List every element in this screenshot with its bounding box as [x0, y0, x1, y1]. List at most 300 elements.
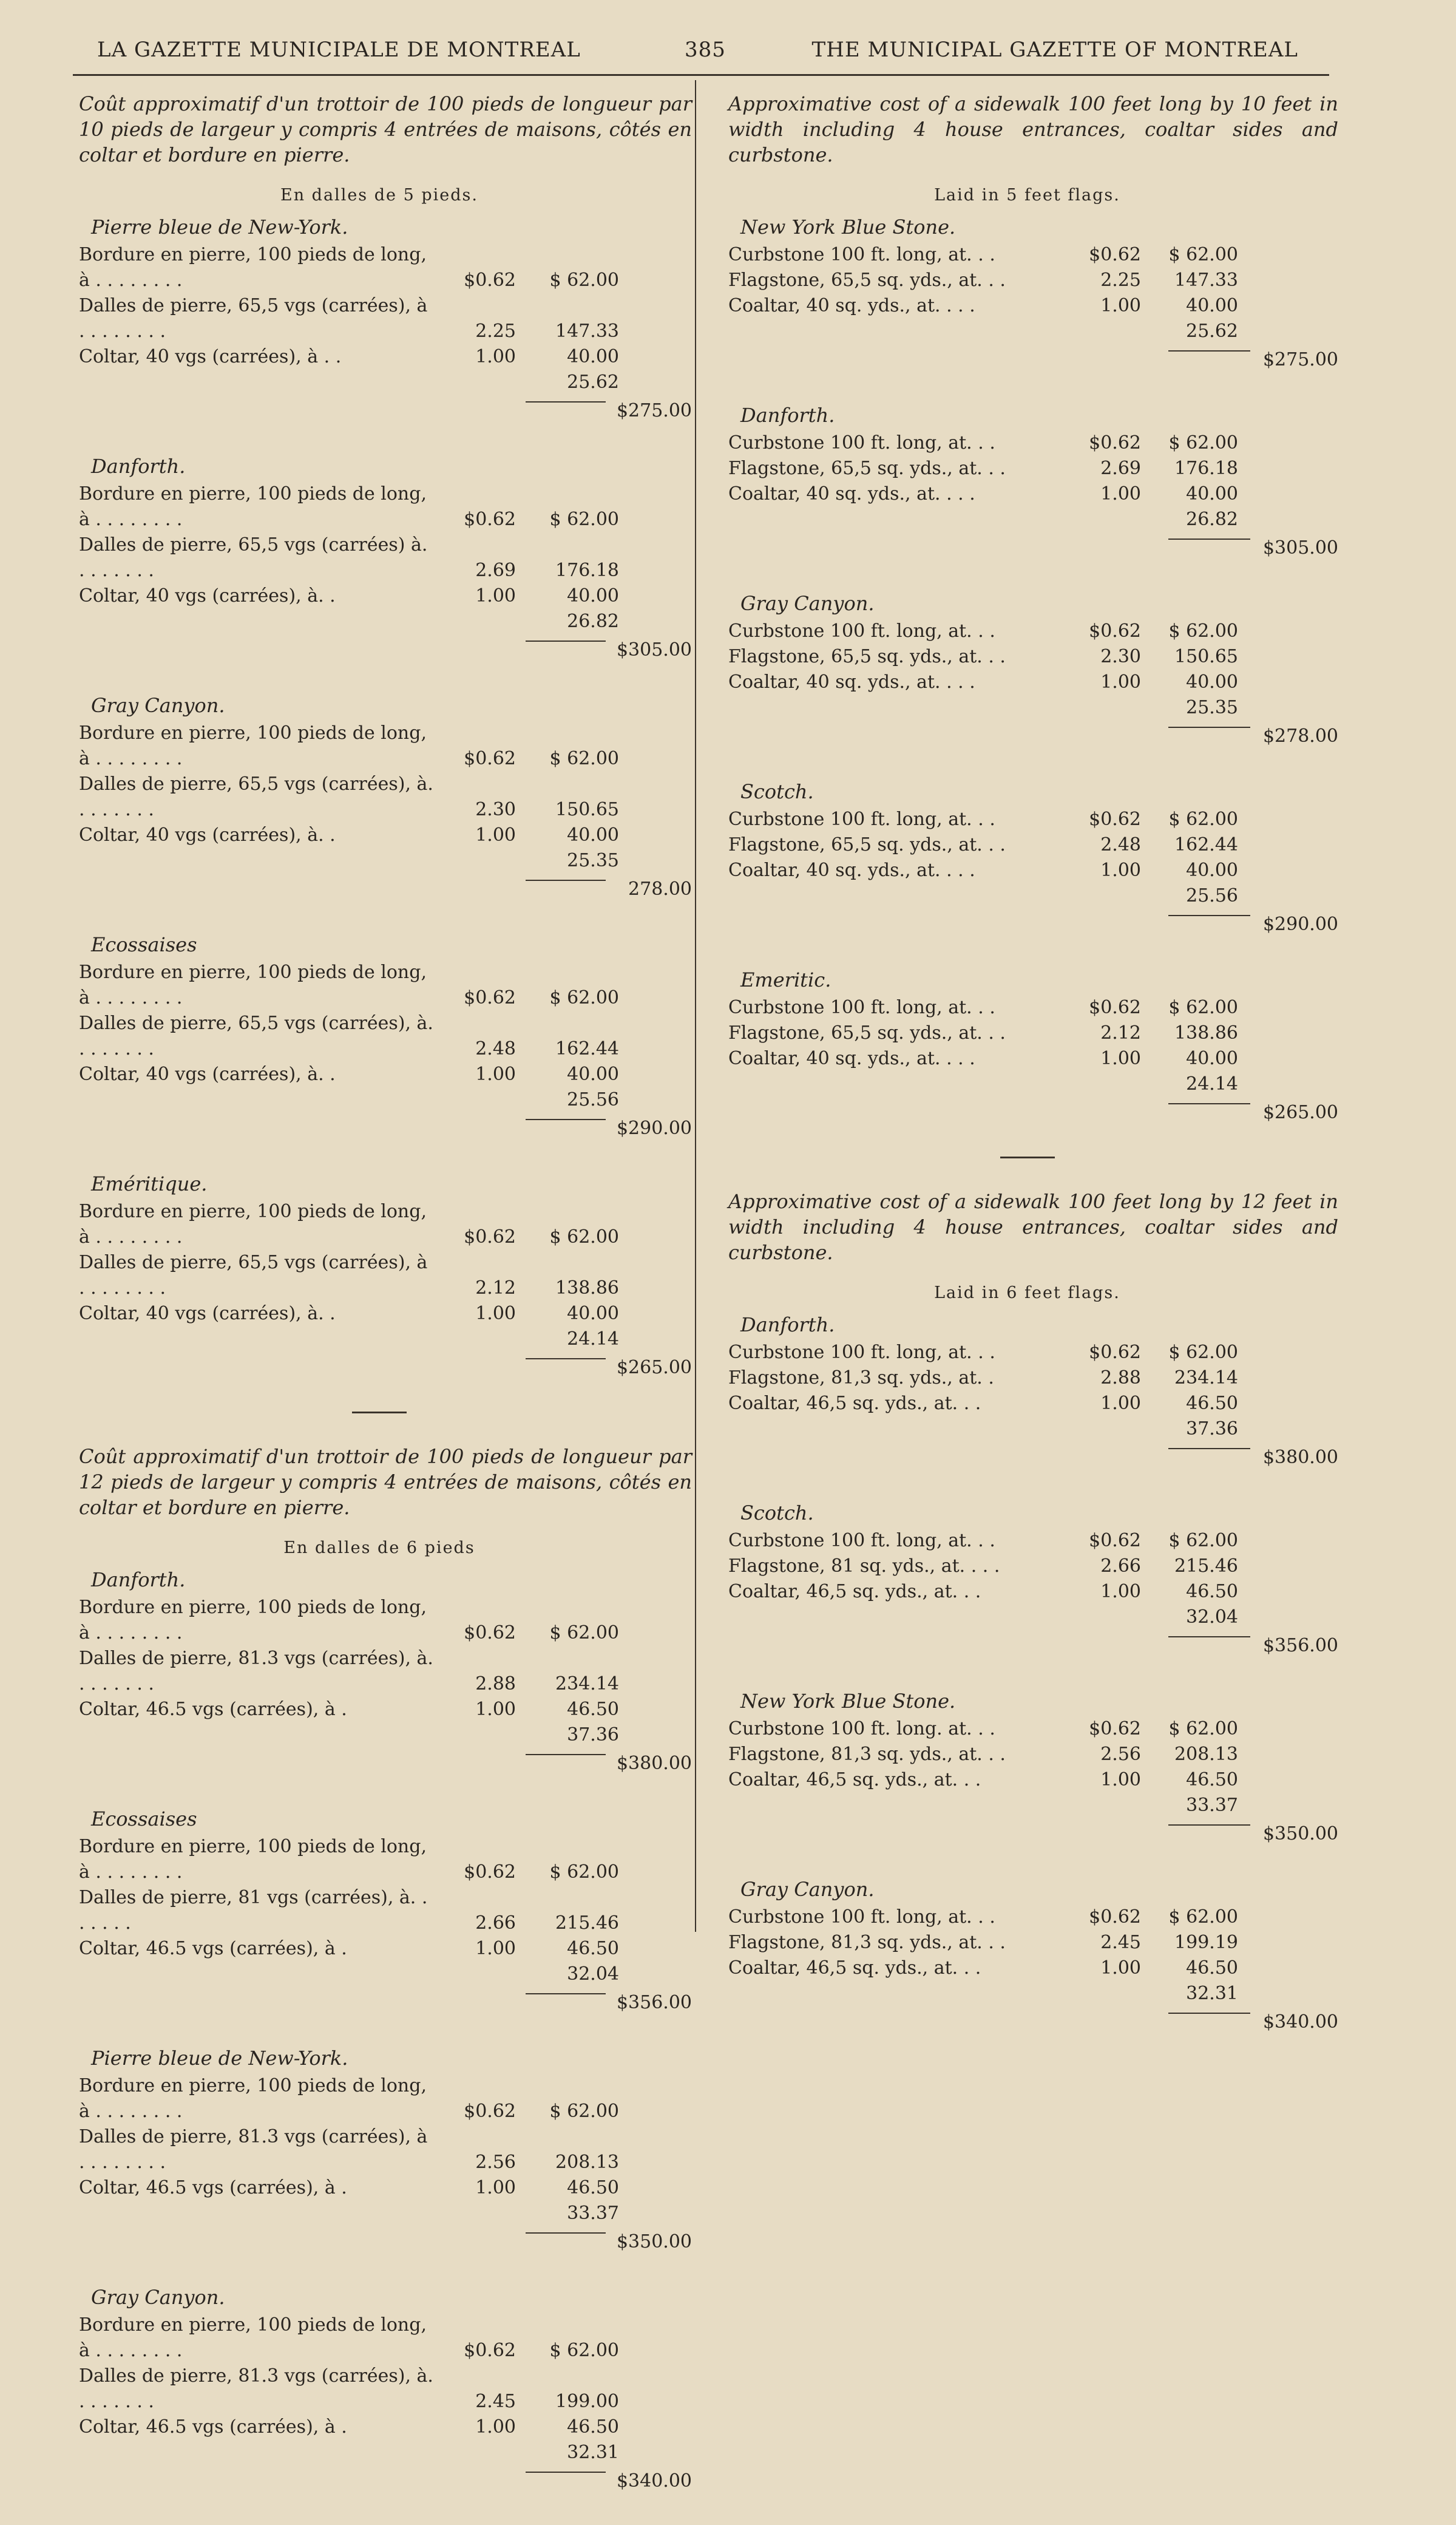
item-amount: 162.44	[555, 1038, 619, 1059]
item-amount: 46.50	[567, 2177, 619, 2198]
cost-row	[67, 1011, 692, 1062]
unit-rate: 1.00	[1100, 860, 1141, 881]
stone-section	[67, 1172, 692, 1380]
item-amount: 37.36	[1186, 1418, 1238, 1439]
item-amount: 138.86	[555, 1277, 619, 1299]
item-description: Coaltar, 40 sq. yds., at. . . .	[728, 1048, 975, 1069]
total-spacer	[716, 1101, 1168, 1125]
item-description: Bordure en pierre, 100 pieds de long, à . . . . . . . .	[79, 1597, 427, 1643]
item-description: Coaltar, 40 sq. yds., at. . . .	[728, 295, 975, 316]
stone-name: Emeritic.	[740, 968, 831, 991]
item-amount: $ 62.00	[1168, 1530, 1238, 1551]
unit-rate: 2.30	[1100, 646, 1141, 667]
item-description: Curbstone 100 ft. long, at. . .	[728, 620, 995, 642]
item-amount: 40.00	[567, 346, 619, 367]
unit-rate: 2.45	[1100, 1932, 1141, 1953]
item-description: Bordure en pierre, 100 pieds de long, à . . . . . . . .	[79, 244, 427, 291]
cost-row	[716, 1416, 1338, 1442]
cost-row	[67, 1722, 692, 1748]
item-amount: 46.50	[1186, 1393, 1238, 1414]
item-description: Flagstone, 81,3 sq. yds., at. .	[728, 1367, 994, 1388]
item-amount: $ 62.00	[549, 2340, 619, 2361]
unit-rate: 2.56	[475, 2152, 516, 2173]
item-amount: 162.44	[1174, 834, 1238, 855]
cost-row	[67, 960, 692, 1011]
item-amount: 32.31	[567, 2442, 619, 2463]
sum-rule	[1168, 1448, 1250, 1470]
item-description: Curbstone 100 ft. long, at. . .	[728, 809, 995, 830]
item-amount: 234.14	[1174, 1367, 1238, 1388]
item-description: Flagstone, 81 sq. yds., at. . . .	[728, 1555, 1000, 1577]
item-description: Flagstone, 81,3 sq. yds., at. . .	[728, 1744, 1006, 1765]
unit-rate: $0.62	[464, 748, 516, 769]
table-subhead: En dalles de 6 pieds	[283, 1538, 475, 1557]
stone-section	[67, 1568, 692, 1776]
item-description: Flagstone, 65,5 sq. yds., at. . .	[728, 270, 1006, 291]
stone-section	[67, 1807, 692, 2015]
item-amount: 40.00	[1186, 1048, 1238, 1069]
unit-rate: 1.00	[1100, 1769, 1141, 1790]
item-description: Curbstone 100 ft. long, at. . .	[728, 1906, 995, 1928]
item-description: Dalles de pierre, 81 vgs (carrées), à. . . . . . .	[79, 1887, 428, 1934]
cost-row	[716, 1391, 1338, 1416]
cost-row	[716, 807, 1338, 832]
stone-section	[67, 216, 692, 423]
item-description: Bordure en pierre, 100 pieds de long, à . . . . . . . .	[79, 1836, 427, 1883]
unit-rate: 2.12	[475, 1277, 516, 1299]
item-amount: 24.14	[567, 1328, 619, 1350]
cost-row	[716, 1605, 1338, 1630]
item-amount: 25.62	[1186, 321, 1238, 342]
total-spacer	[67, 1991, 526, 2015]
section-total: $290.00	[616, 1118, 692, 1139]
item-amount: $ 62.00	[549, 270, 619, 291]
table-subhead: En dalles de 5 pieds.	[280, 186, 478, 205]
item-amount: 147.33	[1174, 270, 1238, 291]
section-total: $305.00	[1262, 537, 1338, 559]
stone-name: Gray Canyon.	[740, 592, 875, 615]
stone-name: Gray Canyon.	[91, 694, 225, 717]
unit-rate: 2.25	[1100, 270, 1141, 291]
item-amount: 46.50	[1186, 1957, 1238, 1979]
stone-name: Danforth.	[91, 1568, 186, 1591]
item-amount: 40.00	[1186, 483, 1238, 505]
unit-rate: 1.00	[475, 1699, 516, 1720]
item-amount: 176.18	[1174, 458, 1238, 479]
item-amount: 40.00	[1186, 860, 1238, 881]
unit-rate: 1.00	[1100, 1581, 1141, 1602]
sum-rule	[1168, 915, 1250, 937]
table-subhead: Laid in 6 feet flags.	[934, 1283, 1120, 1302]
cost-row	[67, 1301, 692, 1327]
unit-rate: $0.62	[464, 2101, 516, 2122]
stone-section	[716, 1313, 1338, 1470]
item-description: Dalles de pierre, 65,5 vgs (carrées), à . . . . . . . .	[79, 1252, 428, 1299]
stone-name: Eméritique.	[91, 1172, 208, 1195]
unit-rate: 1.00	[475, 824, 516, 846]
item-amount: 46.50	[1186, 1581, 1238, 1602]
stone-name: Danforth.	[740, 404, 835, 427]
item-amount: 26.82	[567, 611, 619, 632]
section-total: $290.00	[1262, 914, 1338, 935]
unit-rate: 2.66	[475, 1912, 516, 1934]
cost-row	[67, 2175, 692, 2201]
table-subhead: Laid in 5 feet flags.	[934, 186, 1120, 205]
cost-row	[67, 370, 692, 395]
sum-rule	[1168, 1824, 1250, 1846]
total-row	[716, 1101, 1338, 1125]
stone-section	[716, 780, 1338, 937]
cost-row	[67, 2415, 692, 2440]
item-amount: 24.14	[1186, 1073, 1238, 1095]
cost-row	[716, 1554, 1338, 1579]
item-amount: 46.50	[567, 1699, 619, 1720]
total-row	[716, 724, 1338, 749]
cost-row	[716, 858, 1338, 883]
item-amount: $ 62.00	[549, 987, 619, 1008]
item-amount: 40.00	[1186, 671, 1238, 693]
sum-rule	[1168, 350, 1250, 372]
item-description: Coaltar, 46,5 sq. yds., at. . .	[728, 1769, 981, 1790]
total-row	[67, 399, 692, 423]
total-spacer	[67, 2230, 526, 2254]
total-row	[716, 1822, 1338, 1846]
header-rule	[73, 74, 1329, 76]
total-spacer	[67, 638, 526, 662]
item-amount: 40.00	[567, 1064, 619, 1085]
unit-rate: 2.69	[475, 560, 516, 581]
unit-rate: $0.62	[464, 270, 516, 291]
cost-table	[716, 1189, 1338, 2034]
item-amount: 147.33	[555, 321, 619, 342]
sum-rule	[526, 2232, 606, 2254]
section-total: $265.00	[1262, 1102, 1338, 1123]
cost-row	[67, 1199, 692, 1250]
total-spacer	[67, 399, 526, 423]
item-description: Coaltar, 46,5 sq. yds., at. . .	[728, 1393, 981, 1414]
cost-row	[67, 293, 692, 344]
item-description: Dalles de pierre, 81.3 vgs (carrées), à. . . . . . . .	[79, 1648, 433, 1694]
table-intro: Coût approximatif d'un trottoir de 100 pieds de longueur par 12 pieds de largeur y compris 4 entrées de maisons, côtés en coltar et bordure en pierre.	[79, 1445, 692, 1519]
unit-rate: $0.62	[1089, 997, 1141, 1018]
item-amount: 46.50	[567, 2416, 619, 2438]
unit-rate: $0.62	[1089, 244, 1141, 265]
sum-rule	[1168, 2013, 1250, 2034]
unit-rate: 2.25	[475, 321, 516, 342]
unit-rate: 1.00	[1100, 295, 1141, 316]
item-description: Coltar, 46.5 vgs (carrées), à .	[79, 2416, 347, 2438]
item-amount: 150.65	[1174, 646, 1238, 667]
item-amount: $ 62.00	[1168, 1342, 1238, 1363]
sum-rule	[526, 1119, 606, 1141]
cost-row	[67, 772, 692, 823]
section-total: $380.00	[616, 1753, 692, 1774]
item-description: Coltar, 40 vgs (carrées), à. .	[79, 824, 336, 846]
table-intro: Coût approximatif d'un trottoir de 100 pieds de longueur par 10 pieds de largeur y compris 4 entrées de maisons, côtés en coltar et bordure en pierre.	[79, 92, 692, 166]
total-row	[716, 912, 1338, 937]
stone-section	[67, 455, 692, 662]
total-spacer	[716, 1634, 1168, 1658]
total-row	[67, 2230, 692, 2254]
unit-rate: 2.88	[475, 1673, 516, 1694]
section-total: $305.00	[616, 639, 692, 661]
item-description: Bordure en pierre, 100 pieds de long, à . . . . . . . .	[79, 722, 427, 769]
cost-table	[67, 1444, 692, 2493]
item-description: Dalles de pierre, 65,5 vgs (carrées), à . . . . . . . .	[79, 295, 428, 342]
sum-rule	[1168, 539, 1250, 560]
item-description: Coltar, 46.5 vgs (carrées), à .	[79, 1938, 347, 1959]
cost-row	[716, 1930, 1338, 1956]
stone-name: Pierre bleue de New-York.	[91, 2047, 348, 2070]
cost-row	[67, 2313, 692, 2364]
cost-row	[716, 670, 1338, 695]
cost-row	[716, 242, 1338, 268]
cost-row	[67, 1250, 692, 1301]
cost-row	[716, 1767, 1338, 1793]
total-row	[716, 348, 1338, 372]
stone-section	[67, 2286, 692, 2493]
item-amount: 176.18	[555, 560, 619, 581]
french-column	[67, 91, 692, 2525]
stone-section	[716, 592, 1338, 749]
total-spacer	[716, 348, 1168, 372]
section-total: $350.00	[616, 2231, 692, 2252]
sum-rule	[526, 880, 606, 902]
item-amount: 199.00	[555, 2391, 619, 2412]
cost-row	[67, 2364, 692, 2415]
item-description: Bordure en pierre, 100 pieds de long, à . . . . . . . .	[79, 2075, 427, 2122]
cost-row	[716, 1716, 1338, 1742]
cost-row	[716, 1905, 1338, 1930]
stone-section	[716, 1690, 1338, 1846]
item-amount: 215.46	[555, 1912, 619, 1934]
unit-rate: $0.62	[1089, 809, 1141, 830]
sum-rule	[1168, 727, 1250, 749]
stone-name: Scotch.	[740, 1501, 814, 1524]
item-description: Flagstone, 65,5 sq. yds., at. . .	[728, 646, 1006, 667]
stone-section	[716, 404, 1338, 560]
cost-row	[716, 995, 1338, 1021]
stone-name: New York Blue Stone.	[740, 216, 956, 239]
cost-row	[716, 481, 1338, 507]
item-amount: 40.00	[567, 1303, 619, 1324]
stone-name: Gray Canyon.	[740, 1878, 875, 1901]
section-total: $380.00	[1262, 1447, 1338, 1468]
item-amount: 208.13	[1174, 1744, 1238, 1765]
item-amount: 199.19	[1174, 1932, 1238, 1953]
table-separator-rule	[352, 1412, 407, 1413]
item-description: Bordure en pierre, 100 pieds de long, à . . . . . . . .	[79, 1201, 427, 1248]
item-description: Coltar, 46.5 vgs (carrées), à .	[79, 2177, 347, 2198]
item-amount: 25.35	[1186, 697, 1238, 718]
unit-rate: 2.66	[1100, 1555, 1141, 1577]
item-description: Flagstone, 65,5 sq. yds., at. . .	[728, 458, 1006, 479]
unit-rate: 1.00	[1100, 1393, 1141, 1414]
item-amount: 40.00	[567, 824, 619, 846]
item-amount: $ 62.00	[1168, 244, 1238, 265]
item-amount: 37.36	[567, 1724, 619, 1745]
item-amount: 215.46	[1174, 1555, 1238, 1577]
cost-row	[716, 507, 1338, 532]
cost-row	[67, 344, 692, 370]
page-number: 385	[685, 38, 726, 62]
unit-rate: $0.62	[1089, 620, 1141, 642]
unit-rate: 2.12	[1100, 1022, 1141, 1044]
cost-row	[67, 2073, 692, 2124]
cost-table	[716, 91, 1338, 1125]
item-description: Flagstone, 65,5 sq. yds., at. . .	[728, 1022, 1006, 1044]
item-amount: $ 62.00	[1168, 997, 1238, 1018]
cost-row	[716, 1956, 1338, 1981]
stone-section	[67, 2047, 692, 2254]
item-description: Flagstone, 81,3 sq. yds., at. . .	[728, 1932, 1006, 1953]
table-separator-rule	[1000, 1157, 1055, 1158]
item-description: Coaltar, 40 sq. yds., at. . . .	[728, 483, 975, 505]
cost-row	[67, 1936, 692, 1962]
item-description: Curbstone 100 ft. long, at. . .	[728, 244, 995, 265]
cost-row	[67, 481, 692, 532]
header-right-title: THE MUNICIPAL GAZETTE OF MONTREAL	[811, 38, 1298, 62]
item-amount: $ 62.00	[1168, 809, 1238, 830]
stone-section	[716, 1878, 1338, 2034]
cost-row	[67, 532, 692, 583]
section-total: $340.00	[616, 2470, 692, 2492]
page-header	[91, 38, 1298, 68]
unit-rate: $0.62	[1089, 1906, 1141, 1928]
stone-section	[67, 933, 692, 1141]
total-row	[716, 1634, 1338, 1658]
sum-rule	[526, 1358, 606, 1380]
item-description: Coltar, 40 vgs (carrées), à. .	[79, 1303, 336, 1324]
item-amount: 25.56	[567, 1089, 619, 1110]
item-description: Curbstone 100 ft. long, at. . .	[728, 1530, 995, 1551]
item-amount: 25.35	[567, 850, 619, 871]
unit-rate: 1.00	[475, 585, 516, 607]
cost-row	[67, 1834, 692, 1885]
item-amount: 32.04	[1186, 1606, 1238, 1628]
stone-name: Pierre bleue de New-York.	[91, 216, 348, 239]
item-amount: 32.31	[1186, 1983, 1238, 2004]
unit-rate: 2.48	[475, 1038, 516, 1059]
total-row	[67, 1752, 692, 1776]
sum-rule	[526, 1754, 606, 1776]
total-row	[67, 638, 692, 662]
total-spacer	[67, 1752, 526, 1776]
item-amount: $ 62.00	[549, 1861, 619, 1883]
cost-row	[67, 823, 692, 848]
item-description: Coaltar, 46,5 sq. yds., at. . .	[728, 1581, 981, 1602]
item-description: Coltar, 46.5 vgs (carrées), à .	[79, 1699, 347, 1720]
item-amount: 33.37	[567, 2203, 619, 2224]
item-amount: 32.04	[567, 1963, 619, 1985]
stone-name: New York Blue Stone.	[740, 1690, 956, 1713]
unit-rate: $0.62	[1089, 432, 1141, 454]
unit-rate: 1.00	[475, 2416, 516, 2438]
item-description: Bordure en pierre, 100 pieds de long, à . . . . . . . .	[79, 962, 427, 1008]
section-total: $275.00	[1262, 349, 1338, 370]
sum-rule	[526, 641, 606, 662]
item-description: Curbstone 100 ft. long, at. . .	[728, 432, 995, 454]
total-spacer	[67, 877, 526, 902]
item-amount: 40.00	[1186, 295, 1238, 316]
item-description: Dalles de pierre, 65,5 vgs (carrées), à. . . . . . . .	[79, 773, 433, 820]
header-left-title: LA GAZETTE MUNICIPALE DE MONTREAL	[97, 38, 581, 62]
unit-rate: 1.00	[475, 1303, 516, 1324]
item-description: Flagstone, 65,5 sq. yds., at. . .	[728, 834, 1006, 855]
total-spacer	[716, 2010, 1168, 2034]
unit-rate: $0.62	[464, 509, 516, 530]
cost-row	[716, 430, 1338, 456]
column-divider	[695, 80, 696, 1932]
total-row	[716, 2010, 1338, 2034]
cost-row	[716, 319, 1338, 344]
unit-rate: 1.00	[475, 1938, 516, 1959]
sum-rule	[526, 2472, 606, 2493]
cost-row	[67, 1327, 692, 1352]
total-row	[716, 1446, 1338, 1470]
item-amount: 40.00	[567, 585, 619, 607]
cost-row	[67, 1962, 692, 1987]
unit-rate: 2.45	[475, 2391, 516, 2412]
item-description: Bordure en pierre, 100 pieds de long, à . . . . . . . .	[79, 483, 427, 530]
total-spacer	[716, 1446, 1168, 1470]
cost-row	[716, 293, 1338, 319]
item-amount: 26.82	[1186, 509, 1238, 530]
unit-rate: 1.00	[475, 2177, 516, 2198]
total-spacer	[67, 1116, 526, 1141]
total-spacer	[716, 912, 1168, 937]
total-row	[67, 877, 692, 902]
cost-row	[716, 644, 1338, 670]
table-intro: Approximative cost of a sidewalk 100 feet long by 12 feet in width including 4 house entrances, coaltar sides and curbstone.	[728, 1190, 1338, 1264]
unit-rate: $0.62	[1089, 1342, 1141, 1363]
unit-rate: $0.62	[464, 1622, 516, 1643]
item-amount: $ 62.00	[549, 509, 619, 530]
unit-rate: 2.48	[1100, 834, 1141, 855]
unit-rate: $0.62	[1089, 1530, 1141, 1551]
cost-row	[67, 2201, 692, 2226]
stone-name: Ecossaises	[91, 933, 197, 956]
item-description: Dalles de pierre, 65,5 vgs (carrées) à. . . . . . . .	[79, 534, 428, 581]
item-description: Curbstone 100 ft. long, at. . .	[728, 997, 995, 1018]
unit-rate: 1.00	[475, 1064, 516, 1085]
item-description: Coltar, 40 vgs (carrées), à. .	[79, 1064, 336, 1085]
cost-row	[67, 609, 692, 634]
cost-row	[67, 848, 692, 874]
item-amount: $ 62.00	[1168, 1906, 1238, 1928]
cost-row	[716, 1528, 1338, 1554]
sum-rule	[526, 401, 606, 423]
unit-rate: $0.62	[1089, 1718, 1141, 1739]
total-row	[67, 1356, 692, 1380]
unit-rate: $0.62	[464, 987, 516, 1008]
item-description: Coaltar, 40 sq. yds., at. . . .	[728, 671, 975, 693]
total-row	[67, 1116, 692, 1141]
total-spacer	[67, 2469, 526, 2493]
item-amount: $ 62.00	[1168, 620, 1238, 642]
item-amount: $ 62.00	[1168, 432, 1238, 454]
section-total: $356.00	[1262, 1635, 1338, 1656]
unit-rate: 1.00	[1100, 671, 1141, 693]
cost-row	[716, 832, 1338, 858]
item-amount: $ 62.00	[549, 2101, 619, 2122]
item-description: Dalles de pierre, 81.3 vgs (carrées), à. . . . . . . .	[79, 2365, 433, 2412]
total-spacer	[716, 1822, 1168, 1846]
cost-row	[716, 1981, 1338, 2007]
stone-section	[716, 968, 1338, 1125]
unit-rate: $0.62	[464, 1226, 516, 1248]
item-description: Coaltar, 46,5 sq. yds., at. . .	[728, 1957, 981, 1979]
